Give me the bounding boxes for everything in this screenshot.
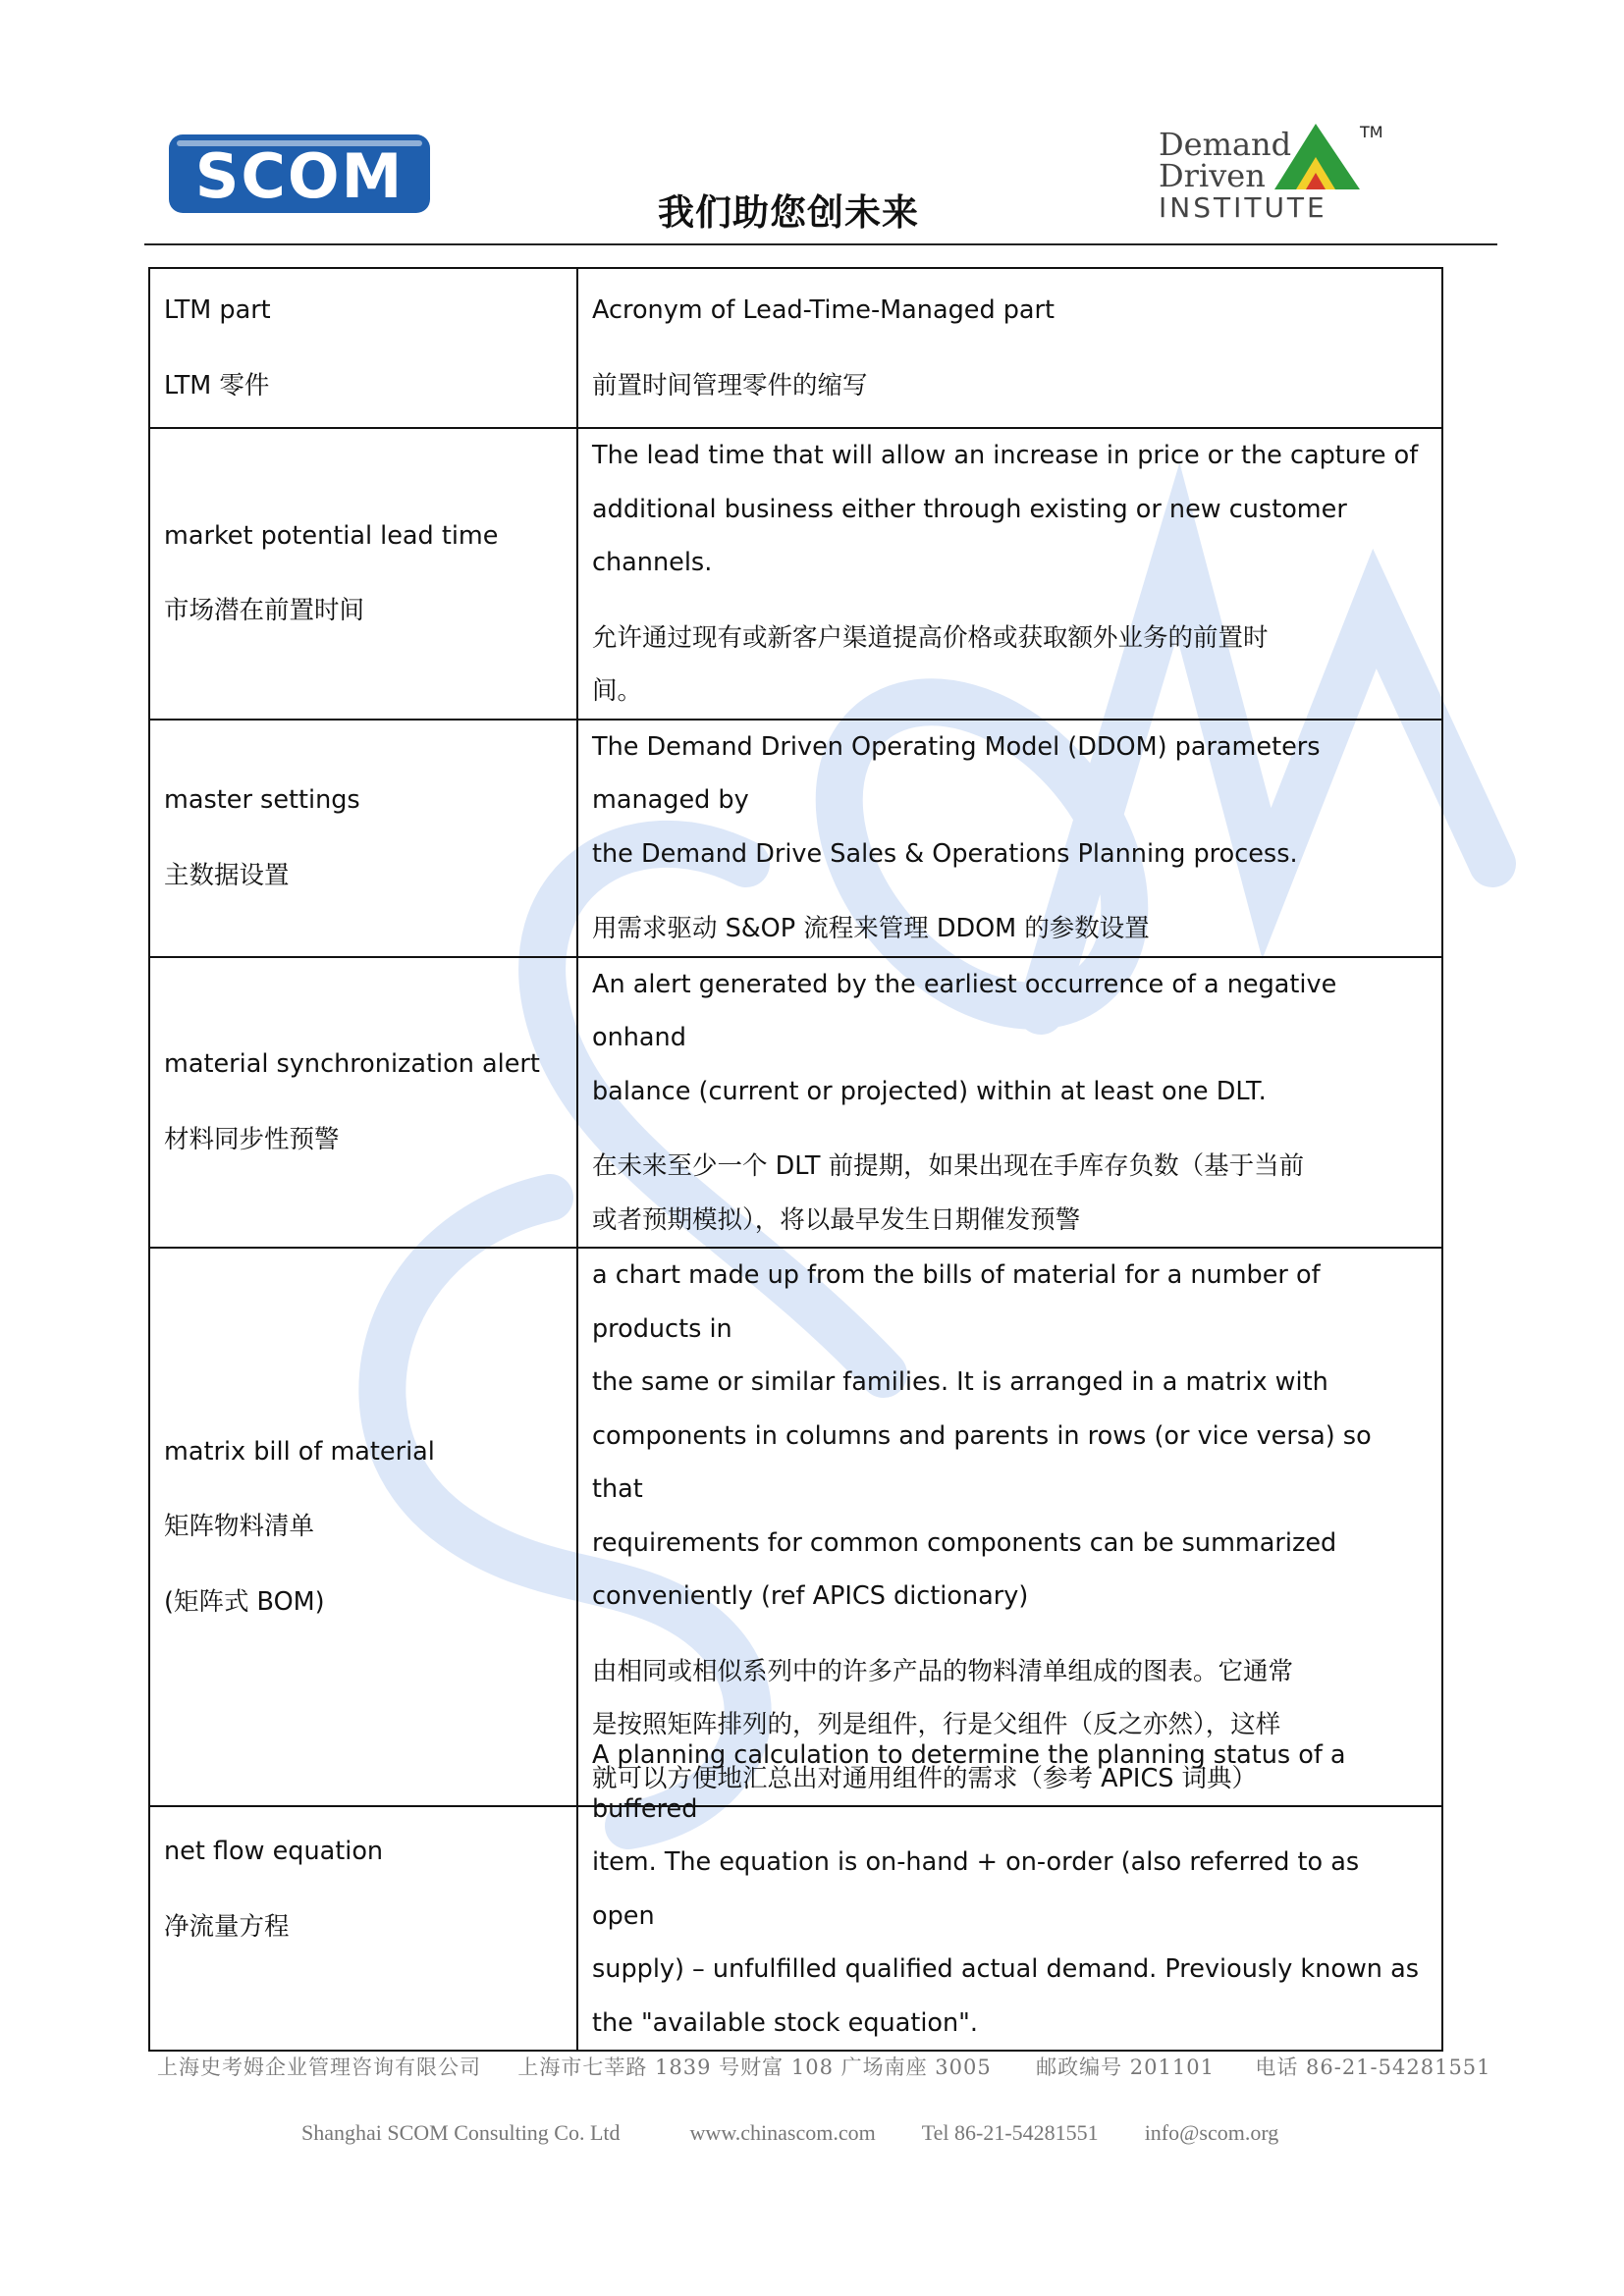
glossary-term-cell xyxy=(149,1729,577,2051)
definition-chinese xyxy=(592,359,1428,413)
glossary-term: master settings xyxy=(164,785,360,815)
footer-english xyxy=(301,2120,1278,2146)
definition-line: a chart made up from the bills of material for a number of products in xyxy=(592,1260,1321,1344)
definition-cn-line: 或者预期模拟），将以最早发生日期催发预警 xyxy=(592,1204,1081,1235)
glossary-term: 材料同步性预警 xyxy=(164,1124,340,1154)
definition-english xyxy=(592,429,1428,590)
scom-logo xyxy=(167,133,432,215)
glossary-term: (矩阵式 BOM) xyxy=(164,1586,325,1617)
definition-english xyxy=(592,721,1428,881)
header-divider xyxy=(144,243,1497,245)
glossary-term-cell xyxy=(149,720,577,957)
definition-line: Acronym of Lead-Time-Managed part xyxy=(592,295,1056,325)
footer-cn-company: 上海史考姆企业管理咨询有限公司 xyxy=(157,2056,481,2079)
demand-driven-institute-logo xyxy=(1159,116,1394,224)
glossary-term: LTM part xyxy=(164,295,271,325)
definition-chinese xyxy=(592,1140,1428,1247)
glossary-term: 主数据设置 xyxy=(164,860,290,890)
definition-cn-line: 前置时间管理零件的缩写 xyxy=(592,370,868,400)
definition-line: item. The equation is on-hand + on-order (also referred to as open xyxy=(592,1847,1360,1931)
definition-line: the same or similar families. It is arranged in a matrix with xyxy=(592,1367,1328,1397)
definition-cn-line: 用需求驱动 S&OP 流程来管理 DDOM 的参数设置 xyxy=(592,914,1150,943)
footer-chinese xyxy=(157,2052,1491,2081)
definition-chinese xyxy=(592,612,1428,719)
definition-cn-line: 允许通过现有或新客户渠道提高价格或获取额外业务的前置时 xyxy=(592,622,1269,653)
definition-cn-line: 是按照矩阵排列的，列是组件，行是父组件（反之亦然），这样 xyxy=(592,1710,1281,1739)
footer-cn-postcode: 邮政编号 201101 xyxy=(1036,2056,1215,2079)
glossary-row xyxy=(149,1248,1442,1806)
glossary-row xyxy=(149,1729,1442,2051)
svg-text:SCOM: SCOM xyxy=(194,140,405,212)
glossary-term-cell xyxy=(149,1248,577,1806)
glossary-table xyxy=(148,267,1443,1807)
footer-en-company: Shanghai SCOM Consulting Co. Ltd xyxy=(301,2120,621,2145)
glossary-term: market potential lead time xyxy=(164,520,499,551)
glossary-definition-cell xyxy=(577,720,1442,957)
glossary-definition-cell xyxy=(577,268,1442,428)
glossary-term: 净流量方程 xyxy=(164,1911,290,1942)
glossary-definition-cell xyxy=(577,1729,1442,2051)
definition-line: The Demand Driven Operating Model (DDOM) parameters managed by xyxy=(592,731,1321,815)
definition-cn-line: 间。 xyxy=(592,676,643,706)
glossary-row xyxy=(149,428,1442,720)
glossary-definition-cell xyxy=(577,957,1442,1249)
svg-text:TM: TM xyxy=(1360,123,1383,141)
definition-line: The lead time that will allow an increase in price or the capture of xyxy=(592,441,1419,470)
glossary-row xyxy=(149,268,1442,428)
glossary-table-continued xyxy=(148,1729,1443,2052)
footer-en-email[interactable]: info@scom.org xyxy=(1144,2120,1279,2145)
slogan: 我们助您创未来 xyxy=(658,191,919,234)
footer-cn-address: 上海市七莘路 1839 号财富 108 广场南座 3005 xyxy=(517,2056,992,2079)
definition-english xyxy=(592,284,1428,338)
glossary-term: material synchronization alert xyxy=(164,1049,540,1080)
definition-line: balance (current or projected) within at least one DLT. xyxy=(592,1076,1267,1106)
definition-line: A planning calculation to determine the planning status of a buffered xyxy=(592,1740,1346,1824)
definition-cn-line: 由相同或相似系列中的许多产品的物料清单组成的图表。它通常 xyxy=(592,1656,1294,1686)
definition-line: components in columns and parents in rows (or vice versa) so that xyxy=(592,1420,1372,1504)
definition-english xyxy=(592,1249,1428,1624)
definition-cn-line: 在未来至少一个 DLT 前提期，如果出现在手库存负数（基于当前 xyxy=(592,1151,1305,1181)
footer-en-tel: Tel 86-21-54281551 xyxy=(921,2120,1099,2145)
definition-chinese xyxy=(592,902,1428,956)
glossary-term: net flow equation xyxy=(164,1837,384,1866)
glossary-term: 矩阵物料清单 xyxy=(164,1512,315,1542)
definition-english xyxy=(592,958,1428,1119)
svg-text:Demand: Demand xyxy=(1159,126,1292,163)
definition-english xyxy=(592,1729,1428,2050)
svg-text:INSTITUTE: INSTITUTE xyxy=(1159,191,1327,224)
definition-line: conveniently (ref APICS dictionary) xyxy=(592,1581,1029,1611)
definition-line: the Demand Drive Sales & Operations Planning process. xyxy=(592,838,1298,869)
glossary-term: LTM 零件 xyxy=(164,370,270,400)
glossary-definition-cell xyxy=(577,1248,1442,1806)
definition-cn-line: 就可以方便地汇总出对通用组件的需求（参考 APICS 词典） xyxy=(592,1763,1258,1793)
glossary-term: matrix bill of material xyxy=(164,1436,435,1467)
footer-en-web[interactable]: www.chinascom.com xyxy=(689,2120,876,2145)
svg-text:Driven: Driven xyxy=(1159,157,1266,194)
glossary-term-cell xyxy=(149,268,577,428)
glossary-term-cell xyxy=(149,957,577,1249)
footer-cn-phone: 电话 86-21-54281551 xyxy=(1255,2056,1491,2079)
definition-line: additional business either through existing or new customer channels. xyxy=(592,494,1347,577)
definition-line: supply) – unfulfilled qualified actual demand. Previously known as xyxy=(592,1954,1419,1984)
glossary-term-cell xyxy=(149,428,577,720)
definition-line: requirements for common components can be summarized xyxy=(592,1527,1337,1558)
glossary-row xyxy=(149,720,1442,957)
definition-line: An alert generated by the earliest occurrence of a negative onhand xyxy=(592,969,1337,1052)
glossary-definition-cell xyxy=(577,428,1442,720)
definition-line: the "available stock equation". xyxy=(592,2007,979,2038)
glossary-row xyxy=(149,957,1442,1249)
glossary-term: 市场潜在前置时间 xyxy=(164,596,365,626)
